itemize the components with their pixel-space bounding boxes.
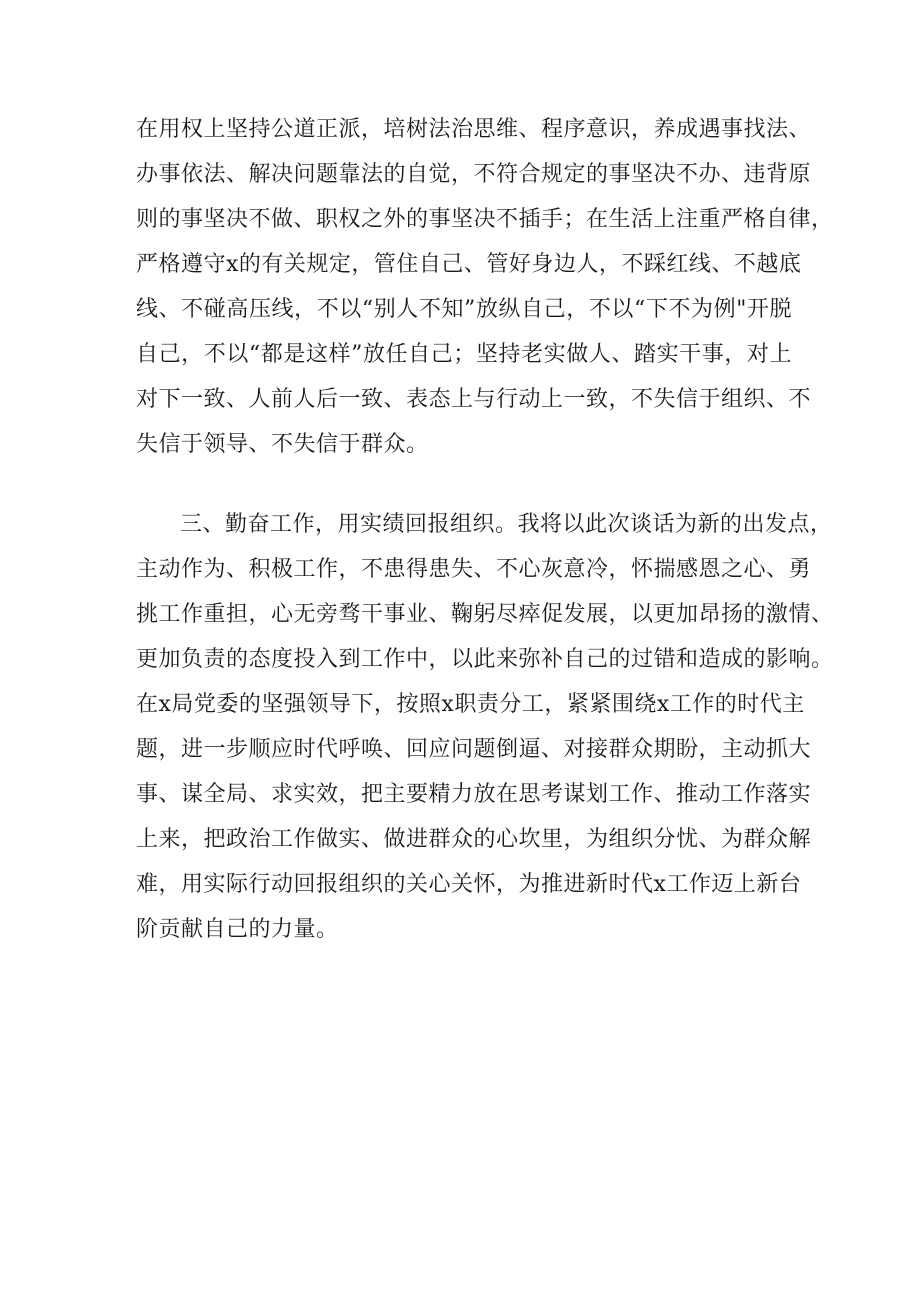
paragraph-1-line-7: 对下一致、人前人后一致、表态上与行动上一致，不失信于组织、不 bbox=[136, 387, 812, 412]
paragraph-2-line-7: 事、谋全局、求实效，把主要精力放在思考谋划工作、推动工作落实 bbox=[136, 782, 812, 807]
paragraph-2-line-9: 难，用实际行动回报组织的关心关怀，为推进新时代x工作迈上新台 bbox=[136, 872, 802, 897]
paragraph-1-line-4: 严格遵守x的有关规定，管住自己、管好身边人，不踩红线、不越底 bbox=[136, 252, 802, 277]
paragraph-2-line-3: 挑工作重担，心无旁骛干事业、鞠躬尽瘁促发展，以更加昂扬的激情、 bbox=[136, 602, 834, 627]
paragraph-2-line-4: 更加负责的态度投入到工作中，以此来弥补自己的过错和造成的影响。 bbox=[136, 647, 834, 672]
paragraph-2-line-6: 题，进一步顺应时代呼唤、回应问题倒逼、对接群众期盼，主动抓大 bbox=[136, 737, 812, 762]
paragraph-1-line-5: 线、不碰高压线，不以“别人不知”放纵自己，不以“下不为例"开脱 bbox=[136, 297, 792, 322]
paragraph-1-line-6: 自己，不以“都是这样”放任自己；坚持老实做人、踏实干事，对上 bbox=[136, 342, 792, 367]
paragraph-1-line-2: 办事依法、解决问题靠法的自觉，不符合规定的事坚决不办、违背原 bbox=[136, 162, 812, 187]
paragraph-2-line-10: 阶贡献自己的力量。 bbox=[136, 917, 339, 942]
paragraph-2-line-5: 在x局党委的坚强领导下，按照x职责分工，紧紧围绕x工作的时代主 bbox=[136, 692, 805, 717]
paragraph-2-line-2: 主动作为、积极工作，不患得患失、不心灰意冷，怀揣感恩之心、勇 bbox=[136, 557, 812, 582]
paragraph-2-line-1: 三、勤奋工作，用实绩回报组织。我将以此次谈话为新的出发点， bbox=[180, 512, 833, 537]
paragraph-1-line-1: 在用权上坚持公道正派，培树法治思维、程序意识，养成遇事找法、 bbox=[136, 117, 812, 142]
paragraph-1-line-3: 则的事坚决不做、职权之外的事坚决不插手；在生活上注重严格自律， bbox=[136, 207, 834, 232]
paragraph-1-line-8: 失信于领导、不失信于群众。 bbox=[136, 432, 429, 457]
paragraph-2-line-8: 上来，把政治工作做实、做进群众的心坎里，为组织分忧、为群众解 bbox=[136, 827, 812, 852]
